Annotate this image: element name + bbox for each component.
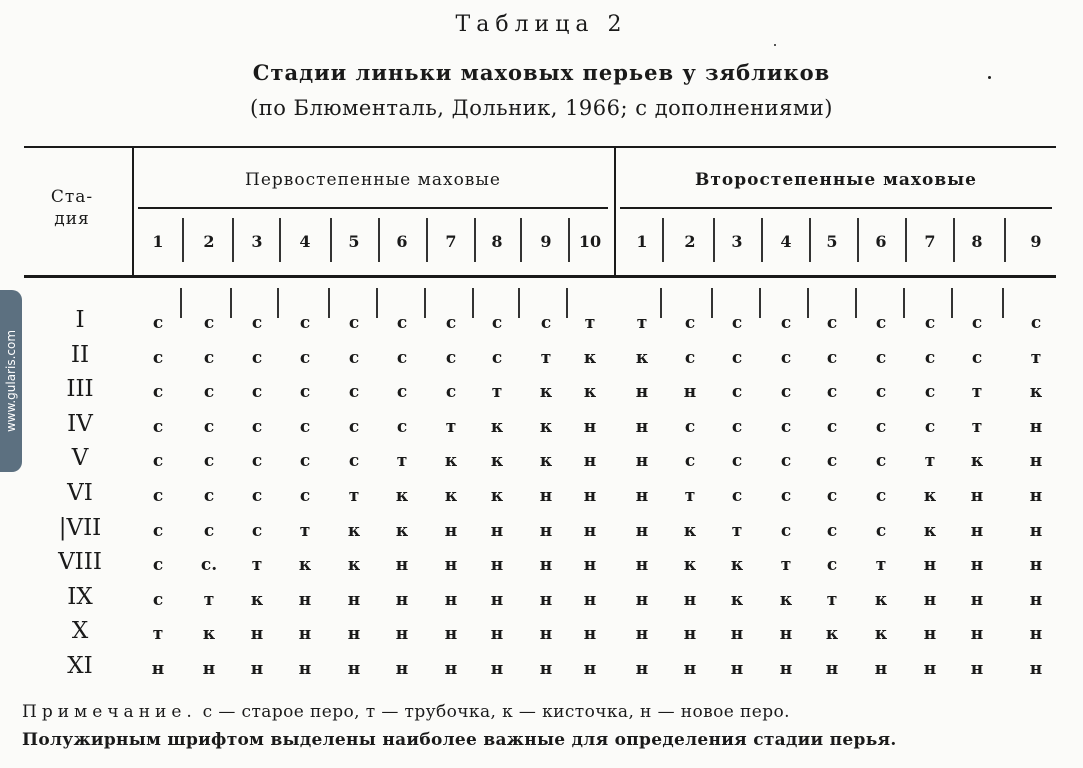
feather-state-cell: с	[152, 416, 164, 437]
feather-state-cell: н	[298, 659, 312, 679]
feather-state-cell: с	[731, 486, 743, 506]
feather-state-cell: к	[730, 555, 744, 576]
feather-state-cell: т	[396, 451, 408, 472]
feather-state-cell: к	[202, 624, 216, 645]
feather-state-cell: н	[539, 486, 553, 506]
stage-number: VI	[67, 480, 93, 506]
feather-state-cell: т	[684, 486, 696, 506]
feather-state-cell: к	[444, 486, 458, 506]
feather-state-cell: к	[583, 382, 597, 403]
row-tick	[472, 288, 474, 318]
feather-state-cell: с	[203, 451, 215, 472]
feather-state-cell: с	[684, 451, 696, 472]
feather-state-cell: н	[1029, 451, 1043, 472]
secondary-col-number: 9	[1030, 232, 1042, 251]
feather-state-cell: т	[584, 313, 596, 333]
feather-state-cell: с	[251, 416, 263, 437]
table-note-bold: Полужирным шрифтом выделены наиболее важные для определения стадии перья.	[22, 730, 897, 750]
feather-state-cell: к	[490, 486, 504, 506]
feather-state-cell: с	[875, 382, 887, 403]
feather-state-cell: н	[970, 520, 984, 541]
secondary-col-number: 3	[731, 232, 743, 251]
feather-state-cell: т	[299, 520, 311, 541]
feather-state-cell: н	[539, 520, 553, 541]
feather-state-cell: с	[826, 313, 838, 333]
feather-state-cell: н	[444, 520, 458, 541]
secondary-col-number: 7	[924, 232, 936, 251]
feather-state-cell: с	[826, 416, 838, 437]
feather-state-cell: н	[395, 555, 409, 576]
feather-state-cell: н	[1029, 486, 1043, 506]
row-tick	[660, 288, 662, 318]
group-underline-primary	[138, 207, 608, 209]
row-tick	[807, 288, 809, 318]
feather-state-cell: н	[635, 451, 649, 472]
row-tick	[518, 288, 520, 318]
feather-state-cell: т	[636, 313, 648, 333]
header-bottom-rule	[24, 275, 1056, 278]
feather-state-cell: н	[730, 624, 744, 645]
feather-state-cell: с	[299, 382, 311, 403]
feather-state-cell: с	[299, 416, 311, 437]
feather-state-cell: т	[348, 486, 360, 506]
feather-state-cell: н	[874, 659, 888, 679]
feather-state-cell: с	[826, 486, 838, 506]
feather-state-cell: н	[583, 416, 597, 437]
column-tick	[378, 218, 380, 262]
feather-state-cell: с	[251, 313, 263, 333]
stage-number: VIII	[58, 549, 102, 576]
feather-state-cell: с	[684, 416, 696, 437]
row-tick	[1002, 288, 1004, 318]
column-tick	[182, 218, 184, 262]
feather-state-cell: н	[583, 589, 597, 610]
feather-state-cell: н	[395, 659, 409, 679]
feather-state-cell: н	[779, 624, 793, 645]
feather-state-cell: н	[1029, 589, 1043, 610]
feather-state-cell: к	[730, 589, 744, 610]
feather-state-cell: с	[348, 416, 360, 437]
feather-state-cell: н	[635, 555, 649, 576]
feather-state-cell: с	[924, 382, 936, 403]
feather-state-cell: с	[875, 451, 887, 472]
feather-state-cell: с	[251, 451, 263, 472]
row-tick	[180, 288, 182, 318]
feather-state-cell: с	[780, 416, 792, 437]
column-tick	[953, 218, 955, 262]
feather-state-cell: с	[684, 347, 696, 368]
feather-state-cell: н	[583, 624, 597, 645]
stage-number: V	[71, 445, 89, 472]
feather-state-cell: с	[299, 347, 311, 368]
table-caption: Таблица 2	[455, 12, 628, 37]
feather-state-cell: с	[780, 520, 792, 541]
feather-state-cell: с	[780, 313, 792, 333]
feather-state-cell: к	[1029, 382, 1043, 403]
feather-state-cell: н	[583, 486, 597, 506]
row-tick	[711, 288, 713, 318]
feather-state-cell: к	[635, 347, 649, 368]
table-title: Стадии линьки маховых перьев у зябликов	[252, 60, 831, 85]
note-legend: с — старое перо, т — трубочка, к — кисточка, н — новое перо.	[196, 702, 790, 722]
column-tick	[520, 218, 522, 262]
feather-state-cell: с	[251, 382, 263, 403]
feather-state-cell: н	[730, 659, 744, 679]
column-tick	[662, 218, 664, 262]
feather-state-cell: с	[299, 451, 311, 472]
feather-state-cell: с	[971, 313, 983, 333]
feather-state-cell: н	[1029, 659, 1043, 679]
feather-state-cell: с	[924, 347, 936, 368]
feather-state-cell: н	[970, 624, 984, 645]
feather-state-cell: с	[396, 313, 408, 333]
feather-state-cell: н	[683, 624, 697, 645]
feather-state-cell: к	[923, 520, 937, 541]
feather-state-cell: с	[875, 416, 887, 437]
feather-state-cell: с	[540, 313, 552, 333]
feather-state-cell: т	[203, 589, 215, 610]
feather-state-cell: с	[731, 313, 743, 333]
primary-col-number: 9	[540, 232, 552, 251]
feather-state-cell: т	[491, 382, 503, 403]
feather-state-cell: н	[970, 486, 984, 506]
feather-state-cell: с	[445, 313, 457, 333]
feather-state-cell: с	[491, 313, 503, 333]
feather-state-cell: с	[731, 382, 743, 403]
primary-col-number: 4	[299, 232, 311, 251]
secondary-col-number: 8	[971, 232, 983, 251]
feather-state-cell: н	[490, 659, 504, 679]
row-tick	[328, 288, 330, 318]
feather-state-cell: к	[347, 555, 361, 576]
feather-state-cell: н	[683, 382, 697, 403]
feather-state-cell: с	[875, 347, 887, 368]
feather-state-cell: н	[923, 555, 937, 576]
stage-number: XI	[67, 653, 93, 679]
row-tick	[376, 288, 378, 318]
feather-state-cell: с	[396, 347, 408, 368]
feather-state-cell: с	[826, 382, 838, 403]
primary-feathers-header: Первостепенные маховые	[245, 170, 501, 190]
feather-state-cell: к	[444, 451, 458, 472]
primary-col-number: 8	[491, 232, 503, 251]
primary-col-number: 7	[445, 232, 457, 251]
secondary-col-number: 4	[780, 232, 792, 251]
stage-number: II	[70, 341, 90, 368]
column-tick	[474, 218, 476, 262]
feather-state-cell: н	[347, 624, 361, 645]
feather-state-cell: н	[490, 589, 504, 610]
feather-state-cell: с	[684, 313, 696, 333]
feather-state-cell: с	[396, 382, 408, 403]
feather-state-cell: к	[683, 555, 697, 576]
feather-state-cell: н	[1029, 520, 1043, 541]
feather-state-cell: к	[395, 486, 409, 506]
feather-state-cell: с	[1030, 313, 1042, 333]
feather-state-cell: н	[151, 659, 165, 679]
stage-header	[24, 186, 120, 230]
feather-state-cell: с	[826, 555, 838, 576]
feather-state-cell: н	[1029, 416, 1043, 437]
primary-col-number: 6	[396, 232, 408, 251]
secondary-feathers-header: Второстепенные маховые	[694, 170, 977, 190]
top-rule	[24, 146, 1056, 148]
feather-state-cell: н	[779, 659, 793, 679]
feather-state-cell: с	[924, 313, 936, 333]
feather-state-cell: н	[539, 555, 553, 576]
feather-state-cell: с	[152, 555, 164, 576]
feather-state-cell: н	[683, 589, 697, 610]
column-tick	[568, 218, 570, 262]
feather-state-cell: н	[395, 624, 409, 645]
column-tick	[426, 218, 428, 262]
feather-state-cell: к	[583, 347, 597, 368]
feather-state-cell: к	[539, 416, 553, 437]
feather-state-cell: т	[540, 347, 552, 368]
feather-state-cell: к	[874, 589, 888, 610]
stage-number: |VII	[58, 514, 102, 541]
table-note	[22, 702, 1072, 722]
feather-state-cell: н	[539, 659, 553, 679]
feather-state-cell: с	[396, 416, 408, 437]
stage-number: IV	[67, 410, 93, 437]
feather-state-cell: т	[780, 555, 792, 576]
feather-state-cell: с	[780, 451, 792, 472]
column-tick	[232, 218, 234, 262]
feather-state-cell: с	[251, 486, 263, 506]
stage-header-line-1: Ста-	[50, 187, 94, 207]
feather-state-cell: н	[923, 589, 937, 610]
feather-state-cell: с	[924, 416, 936, 437]
feather-state-cell: с	[203, 520, 215, 541]
feather-state-cell: н	[583, 520, 597, 541]
feather-state-cell: с	[203, 486, 215, 506]
feather-state-cell: к	[250, 589, 264, 610]
feather-state-cell: с	[826, 347, 838, 368]
feather-state-cell: с	[251, 347, 263, 368]
print-speck	[988, 76, 991, 79]
column-tick	[330, 218, 332, 262]
feather-state-cell: т	[445, 416, 457, 437]
primary-col-number: 1	[152, 232, 164, 251]
group-divider	[614, 148, 616, 276]
feather-state-cell: н	[970, 555, 984, 576]
feather-state-cell: н	[583, 451, 597, 472]
feather-state-cell: с	[152, 451, 164, 472]
feather-state-cell: н	[970, 659, 984, 679]
stage-number: IX	[67, 583, 93, 610]
feather-state-cell: т	[971, 416, 983, 437]
row-tick	[951, 288, 953, 318]
row-tick	[424, 288, 426, 318]
feather-state-cell: т	[826, 589, 838, 610]
secondary-col-number: 5	[826, 232, 838, 251]
feather-state-cell: н	[583, 659, 597, 679]
feather-state-cell: с	[348, 313, 360, 333]
feather-state-cell: с	[152, 347, 164, 368]
primary-col-number: 10	[578, 232, 602, 251]
stage-header-line-2: дия	[54, 209, 90, 229]
feather-state-cell: н	[825, 659, 839, 679]
feather-state-cell: н	[635, 520, 649, 541]
feather-state-cell: с.	[200, 555, 218, 576]
column-tick	[279, 218, 281, 262]
feather-state-cell: т	[152, 624, 164, 645]
stage-number: X	[71, 618, 89, 645]
primary-col-number: 2	[203, 232, 215, 251]
feather-state-cell: с	[780, 382, 792, 403]
feather-state-cell: н	[635, 624, 649, 645]
feather-state-cell: н	[635, 486, 649, 506]
secondary-col-number: 2	[684, 232, 696, 251]
feather-state-cell: с	[445, 347, 457, 368]
feather-state-cell: к	[683, 520, 697, 541]
stage-number: III	[66, 376, 94, 403]
feather-state-cell: н	[923, 659, 937, 679]
feather-state-cell: к	[539, 382, 553, 403]
feather-state-cell: т	[731, 520, 743, 541]
feather-state-cell: н	[490, 555, 504, 576]
feather-state-cell: с	[152, 486, 164, 506]
column-tick	[761, 218, 763, 262]
feather-state-cell: н	[1029, 555, 1043, 576]
feather-state-cell: н	[250, 659, 264, 679]
feather-state-cell: н	[1029, 624, 1043, 645]
feather-state-cell: н	[250, 624, 264, 645]
feather-state-cell: с	[491, 347, 503, 368]
feather-state-cell: с	[348, 347, 360, 368]
feather-state-cell: с	[152, 382, 164, 403]
feather-state-cell: с	[203, 347, 215, 368]
row-tick	[230, 288, 232, 318]
feather-state-cell: к	[347, 520, 361, 541]
primary-col-number: 3	[251, 232, 263, 251]
stage-number: I	[75, 307, 85, 333]
feather-state-cell: с	[971, 347, 983, 368]
secondary-col-number: 6	[875, 232, 887, 251]
feather-state-cell: н	[970, 589, 984, 610]
row-tick	[277, 288, 279, 318]
feather-state-cell: к	[779, 589, 793, 610]
note-lead: Примечание.	[22, 702, 197, 722]
feather-state-cell: к	[825, 624, 839, 645]
feather-state-cell: н	[347, 589, 361, 610]
feather-state-cell: с	[780, 486, 792, 506]
feather-state-cell: с	[780, 347, 792, 368]
feather-state-cell: н	[635, 382, 649, 403]
row-tick	[759, 288, 761, 318]
feather-state-cell: с	[445, 382, 457, 403]
feather-state-cell: с	[875, 313, 887, 333]
row-tick	[903, 288, 905, 318]
feather-state-cell: к	[539, 451, 553, 472]
column-tick	[809, 218, 811, 262]
feather-state-cell: с	[299, 486, 311, 506]
feather-state-cell: с	[348, 382, 360, 403]
column-tick	[1004, 218, 1006, 262]
feather-state-cell: н	[444, 589, 458, 610]
feather-state-cell: н	[635, 659, 649, 679]
feather-state-cell: с	[348, 451, 360, 472]
feather-state-cell: с	[203, 313, 215, 333]
feather-state-cell: н	[347, 659, 361, 679]
feather-state-cell: н	[202, 659, 216, 679]
feather-state-cell: н	[923, 624, 937, 645]
feather-state-cell: с	[299, 313, 311, 333]
feather-state-cell: т	[1030, 347, 1042, 368]
feather-state-cell: с	[875, 486, 887, 506]
feather-state-cell: к	[970, 451, 984, 472]
stage-column-divider	[132, 148, 134, 276]
feather-state-cell: с	[875, 520, 887, 541]
column-tick	[905, 218, 907, 262]
feather-state-cell: н	[539, 624, 553, 645]
feather-state-cell: к	[490, 451, 504, 472]
feather-state-cell: с	[826, 520, 838, 541]
feather-state-cell: н	[298, 589, 312, 610]
print-speck	[774, 44, 776, 46]
feather-state-cell: н	[539, 589, 553, 610]
feather-state-cell: к	[395, 520, 409, 541]
feather-state-cell: н	[683, 659, 697, 679]
feather-state-cell: с	[152, 520, 164, 541]
feather-state-cell: с	[152, 313, 164, 333]
feather-state-cell: к	[874, 624, 888, 645]
feather-state-cell: н	[490, 520, 504, 541]
feather-state-cell: н	[635, 416, 649, 437]
group-underline-secondary	[620, 207, 1052, 209]
feather-state-cell: н	[444, 555, 458, 576]
primary-col-number: 5	[348, 232, 360, 251]
feather-state-cell: н	[444, 624, 458, 645]
feather-state-cell: с	[731, 347, 743, 368]
feather-state-cell: с	[203, 416, 215, 437]
feather-state-cell: к	[490, 416, 504, 437]
feather-state-cell: к	[298, 555, 312, 576]
feather-state-cell: т	[924, 451, 936, 472]
feather-state-cell: с	[731, 416, 743, 437]
feather-state-cell: с	[826, 451, 838, 472]
feather-state-cell: н	[444, 659, 458, 679]
feather-state-cell: с	[731, 451, 743, 472]
column-tick	[857, 218, 859, 262]
row-tick	[566, 288, 568, 318]
secondary-col-number: 1	[636, 232, 648, 251]
feather-state-cell: н	[298, 624, 312, 645]
feather-state-cell: н	[583, 555, 597, 576]
feather-state-cell: к	[923, 486, 937, 506]
feather-state-cell: с	[203, 382, 215, 403]
feather-state-cell: т	[971, 382, 983, 403]
feather-state-cell: н	[490, 624, 504, 645]
column-tick	[713, 218, 715, 262]
row-tick	[855, 288, 857, 318]
watermark-text: www.gularis.com	[4, 329, 18, 433]
feather-state-cell: с	[152, 589, 164, 610]
feather-state-cell: с	[251, 520, 263, 541]
site-watermark-tab[interactable]	[0, 290, 22, 472]
feather-state-cell: т	[251, 555, 263, 576]
table-subtitle: (по Блюменталь, Дольник, 1966; с дополнениями)	[250, 96, 833, 120]
feather-state-cell: т	[875, 555, 887, 576]
feather-state-cell: н	[395, 589, 409, 610]
feather-state-cell: н	[635, 589, 649, 610]
